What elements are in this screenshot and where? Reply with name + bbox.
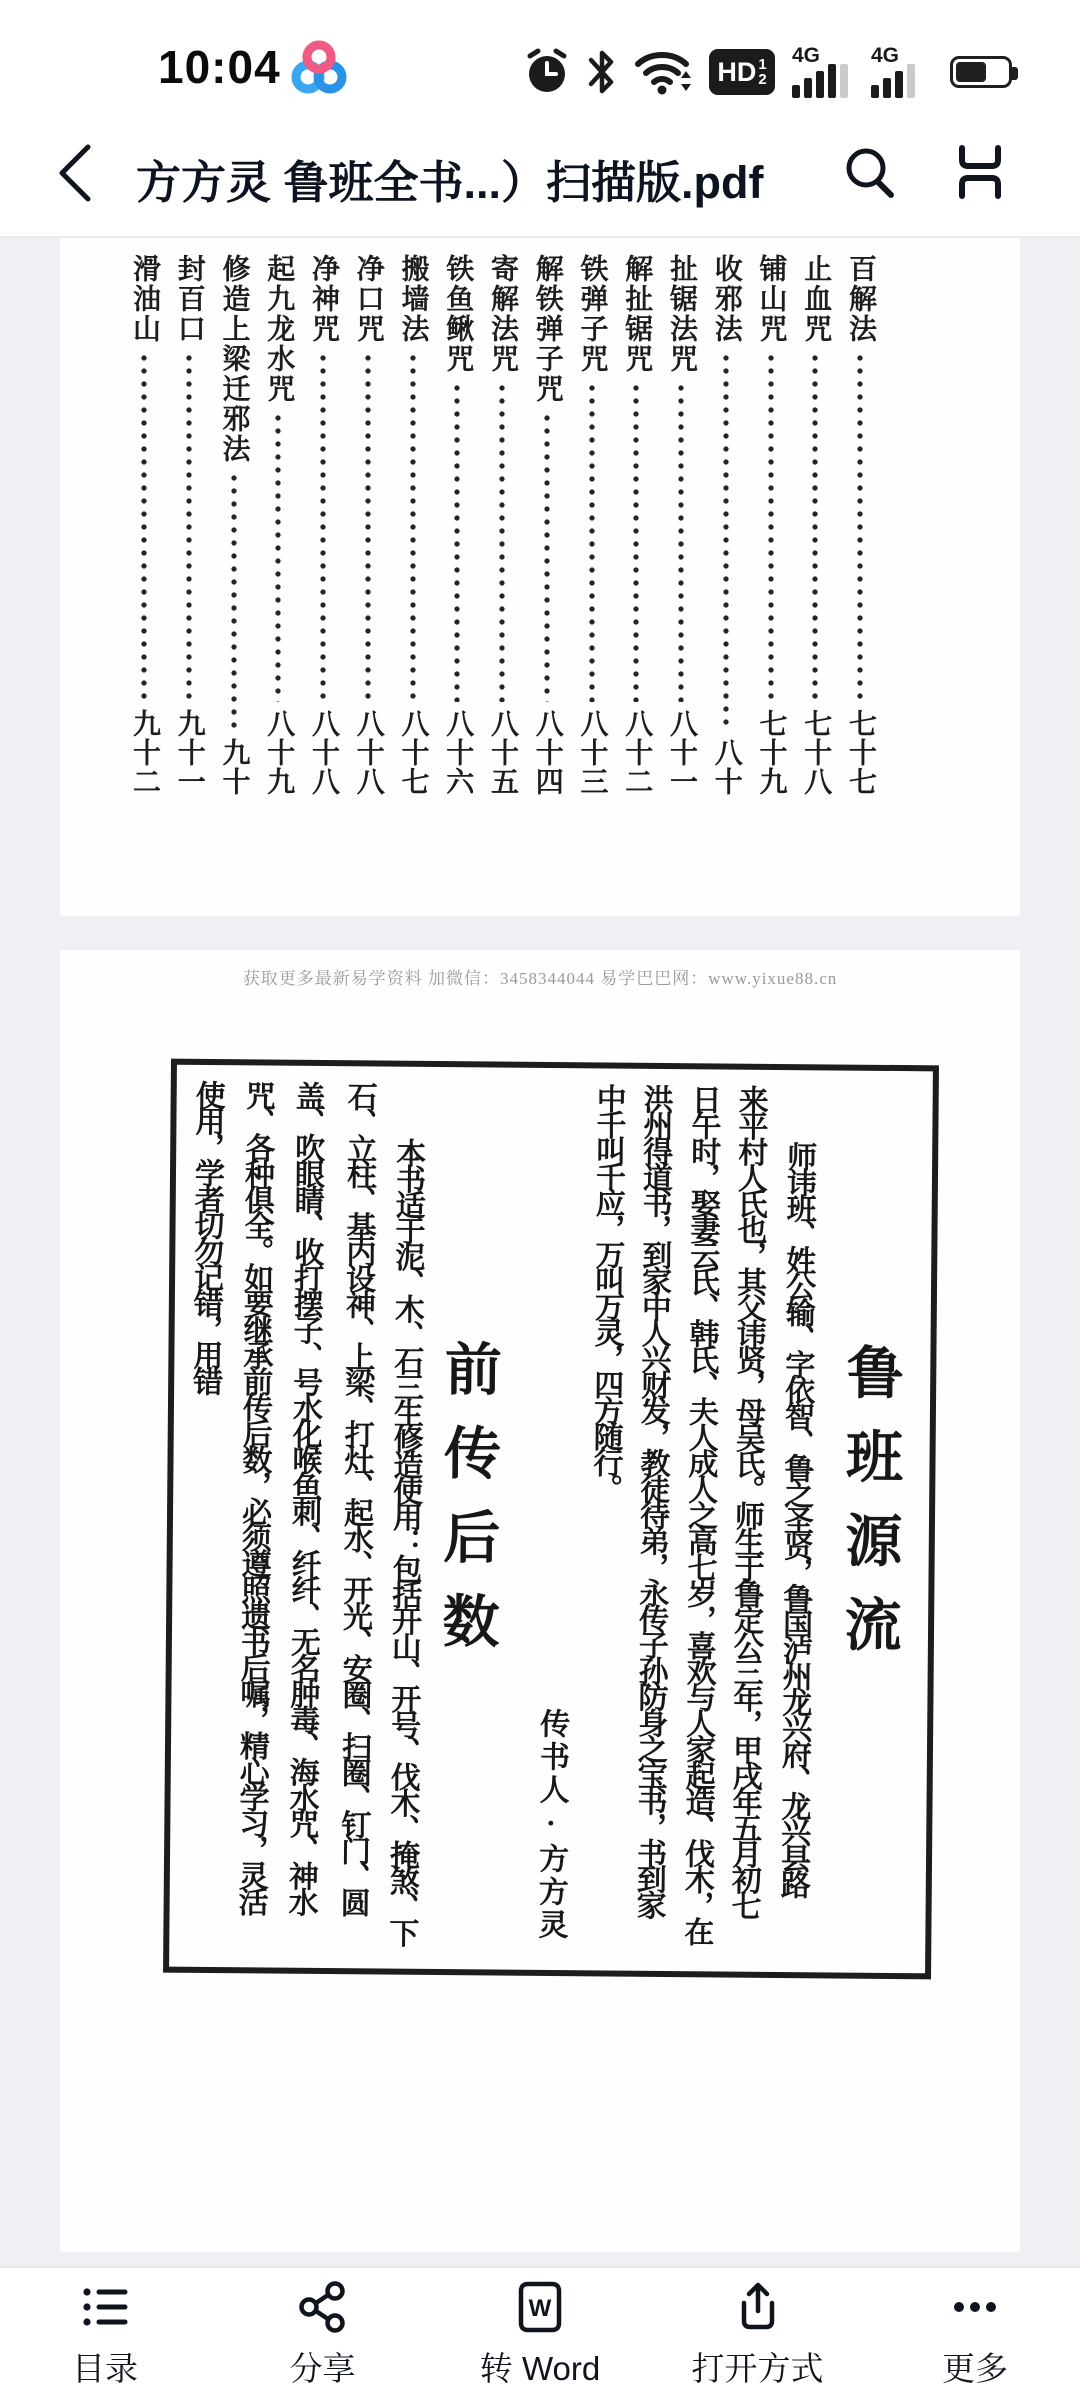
dotted-leader [409, 353, 417, 702]
toc-entry: 解扯锯咒 八十二 [621, 254, 653, 796]
search-icon[interactable] [840, 142, 900, 202]
toc-entry: 滑油山 九十二 [129, 254, 160, 796]
more-dots-icon [947, 2279, 1003, 2335]
network-type-2: 4G [871, 44, 900, 67]
dotted-leader [364, 353, 372, 702]
dotted-leader [185, 353, 193, 702]
status-time: 10:04 [158, 41, 281, 93]
toc-entry: 收邪法 八十 [710, 254, 742, 796]
more-label: 更多 [942, 2349, 1008, 2387]
list-icon [77, 2279, 133, 2335]
toc-entry: 寄解法咒 八十五 [487, 254, 518, 796]
pdf-page-content [60, 950, 1020, 2252]
toc-entry: 封百口 九十一 [173, 254, 205, 796]
text-column: 中千叫千应，万叫万灵，四方随行。 [588, 1083, 625, 1500]
text-column: 盖、吹眼睛、收打摆子、号水化喉鱼刺、纤纤、无名肿毒、海水咒、神水 [283, 1080, 324, 1913]
toc-entry: 止血咒 七十八 [800, 254, 832, 796]
toc-entry: 解铁弹子咒 八十四 [531, 254, 563, 796]
text-column: 来平村人氏也，其父讳贤，母吴氏。师生于鲁定公三年，甲戌年五月初七 [726, 1084, 767, 1917]
signal-sim2-icon [871, 44, 933, 100]
share-icon [295, 2279, 351, 2335]
share-button[interactable] [248, 2279, 398, 2390]
share-label: 分享 [289, 2349, 356, 2387]
network-type-1: 4G [792, 44, 821, 67]
text-column: 使用，学者切勿记错，用错 [188, 1079, 224, 1393]
text-column: 师讳班、姓公输、字依智、鲁之圣贤，鲁国泸州龙兴府、龙兴县路 [775, 1141, 816, 1896]
text-column: 洪州得道书，到家中人兴财发，教徒待弟，永传子孙防身之宝书，书到家 [631, 1083, 672, 1917]
dotted-leader [453, 383, 461, 702]
volte-hd-badge [709, 49, 775, 95]
text-column: 日午时，娶妻云氏、韩氏、夫人成人之高七岁，喜欢与人家起造、伐木，在 [679, 1084, 720, 1943]
open-with-label: 打开方式 [691, 2349, 824, 2387]
header [0, 0, 1080, 238]
section-title-right: 鲁班源流 [835, 1342, 902, 1680]
hd-sim1: 1 [758, 56, 767, 73]
section-title-left: 前传后数 [433, 1338, 500, 1676]
scanned-frame [163, 1059, 939, 1980]
hd-label: HD [717, 56, 757, 87]
toc-entry: 净神咒 八十八 [308, 254, 339, 796]
convert-word-label: 转 Word [479, 2349, 601, 2387]
bluetooth-icon [587, 48, 617, 96]
byline: 传书人·方方灵 [533, 1707, 569, 1943]
dotted-leader [230, 473, 238, 731]
toc-label: 目录 [72, 2349, 138, 2387]
toc-entry: 净口咒 八十八 [352, 254, 384, 796]
toc-entry: 修造上梁迁邪法 九十 [218, 254, 250, 796]
view-mode-icon[interactable] [948, 142, 1012, 202]
toc-entry: 扯锯法咒 八十一 [666, 254, 697, 796]
more-button[interactable] [900, 2279, 1050, 2390]
dotted-leader [543, 413, 551, 702]
cloud-drive-logo-icon [284, 36, 354, 106]
dotted-leader [767, 353, 775, 702]
svg-text:W: W [528, 2294, 552, 2322]
dotted-leader [677, 383, 685, 702]
dotted-leader [856, 353, 864, 702]
document-title: 方方灵 鲁班全书...）扫描版.pdf [136, 157, 764, 208]
alarm-icon [524, 48, 570, 96]
battery-icon [950, 56, 1012, 88]
convert-word-button[interactable] [465, 2279, 615, 2390]
back-button[interactable] [54, 142, 94, 204]
dotted-leader [140, 353, 148, 702]
text-column: 本书适于泥、木、石三生修造使用：包括开山、开号、伐木、掩煞、下 [384, 1137, 425, 1944]
text-column: 咒、各种俱全。如要继承前传后数，必须遵照遗书后嘱，精心学习，灵活 [233, 1080, 274, 1913]
open-external-icon [730, 2279, 786, 2335]
toc-columns [124, 254, 880, 796]
toc-entry: 搬墙法 八十七 [397, 254, 429, 796]
dotted-leader [722, 353, 730, 731]
toc-entry: 铺山咒 七十九 [755, 254, 787, 796]
watermark-text: 获取更多最新易学资料 加微信：3458344044 易学巴巴网：www.yixue88.cn [242, 969, 838, 988]
dotted-leader [498, 383, 506, 702]
pdf-page-toc [60, 238, 1020, 916]
hd-sim2: 2 [758, 71, 767, 88]
dotted-leader [811, 353, 819, 702]
dotted-leader [274, 413, 282, 702]
dotted-leader [632, 383, 640, 702]
bottom-toolbar [0, 2266, 1080, 2400]
open-with-button[interactable] [683, 2279, 833, 2390]
dotted-leader [319, 353, 327, 702]
signal-sim1-icon [792, 44, 854, 100]
toc-entry: 铁鱼鳅咒 八十六 [442, 254, 474, 796]
toc-entry: 铁弹子咒 八十三 [576, 254, 608, 796]
text-column: 石、立柱、基内设神、上梁、打灶、起水、开光、安圈、扫圈、钉门、圆 [335, 1081, 376, 1914]
toc-button[interactable] [30, 2279, 180, 2390]
wifi-icon [634, 48, 692, 96]
toc-entry: 起九龙水咒 八十九 [263, 254, 295, 796]
toc-entry: 百解法 七十七 [845, 254, 876, 796]
status-icons [524, 34, 1012, 110]
word-doc-icon [512, 2279, 568, 2335]
dotted-leader [588, 383, 596, 702]
